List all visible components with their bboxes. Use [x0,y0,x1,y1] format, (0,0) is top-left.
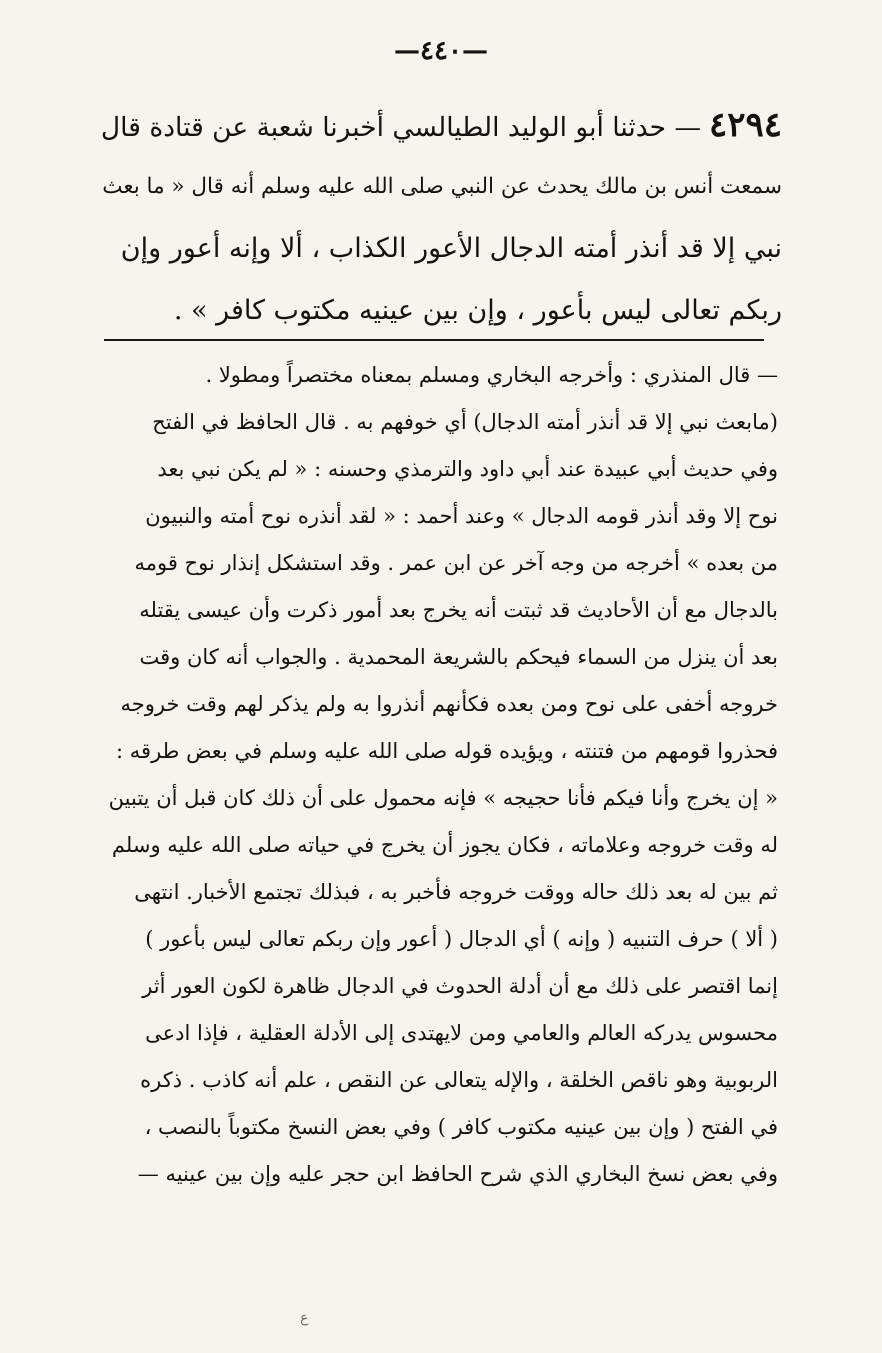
hadith-line: سمعت أنس بن مالك يحدث عن النبي صلى الله عليه وسلم أنه قال « ما بعث [102,174,782,199]
commentary-line: في الفتح ( وإن بين عينيه مكتوب كافر ) وفي بعض النسخ مكتوباً بالنصب ، [144,1115,778,1139]
commentary-line: — قال المنذري : وأخرجه البخاري ومسلم بمعناه مختصراً ومطولا . [205,363,778,387]
commentary-line: « إن يخرج وأنا فيكم فأنا حجيجه » فإنه محمول على أن ذلك كان قبل أن يتبين [108,786,778,810]
commentary-line: ( ألا ) حرف التنبيه ( وإنه ) أي الدجال ( أعور وإن ربكم تعالى ليس بأعور ) [145,927,778,951]
commentary-line: خروجه أخفى على نوح ومن بعده فكأنهم أنذروا به ولم يذكر لهم وقت خروجه [120,692,778,716]
commentary-line: بعد أن ينزل من السماء فيحكم بالشريعة المحمدية . والجواب أنه كان وقت [139,645,778,669]
footer-mark: ع [300,1310,309,1326]
hadith-line: نبي إلا قد أنذر أمته الدجال الأعور الكذاب ، ألا وإنه أعور وإن [120,233,782,264]
hadith-line: ربكم تعالى ليس بأعور ، وإن بين عينيه مكتوب كافر » . [173,295,782,326]
commentary-line: له وقت خروجه وعلاماته ، فكان يجوز أن يخرج في حياته صلى الله عليه وسلم [111,833,778,857]
hadith-line-text: — حدثنا أبو الوليد الطيالسي أخبرنا شعبة عن قتادة قال [100,112,701,143]
commentary-line: نوح إلا وقد أنذر قومه الدجال » وعند أحمد : « لقد أنذره نوح أمته والنبيون [145,504,778,528]
hadith-line [96,94,782,156]
commentary-line: محسوس يدركه العالم والعامي ومن لايهتدى إلى الأدلة العقلية ، فإذا ادعى [145,1021,778,1045]
commentary-line: إنما اقتصر على ذلك مع أن أدلة الحدوث في الدجال ظاهرة لكون العور أثر [142,974,778,998]
commentary-line: (مابعث نبي إلا قد أنذر أمته الدجال) أي خوفهم به . قال الحافظ في الفتح [152,410,778,434]
commentary-line: وفي بعض نسخ البخاري الذي شرح الحافظ ابن حجر عليه وإن بين عينيه — [137,1162,778,1186]
commentary-line: وفي حديث أبي عبيدة عند أبي داود والترمذي وحسنه : « لم يكن نبي بعد [157,457,778,481]
hadith-number: ٤٢٩٤ [708,105,782,145]
page-number: —٤٤٠— [394,36,488,66]
commentary-text [92,352,778,1198]
section-divider [104,339,764,341]
commentary-line: من بعده » أخرجه من وجه آخر عن ابن عمر . وقد استشكل إنذار نوح قومه [134,551,778,575]
commentary-line: الربوبية وهو ناقص الخلقة ، والإله يتعالى عن النقص ، علم أنه كاذب . ذكره [140,1068,778,1092]
commentary-line: ثم بين له بعد ذلك حاله ووقت خروجه فأخبر به ، فبذلك تجتمع الأخبار. انتهى [134,880,778,904]
hadith-text [96,94,782,342]
commentary-line: فحذروا قومهم من فتنته ، ويؤيده قوله صلى الله عليه وسلم في بعض طرقه : [116,739,778,763]
commentary-line: بالدجال مع أن الأحاديث قد ثبتت أنه يخرج بعد أمور ذكرت وأن عيسى يقتله [139,598,778,622]
